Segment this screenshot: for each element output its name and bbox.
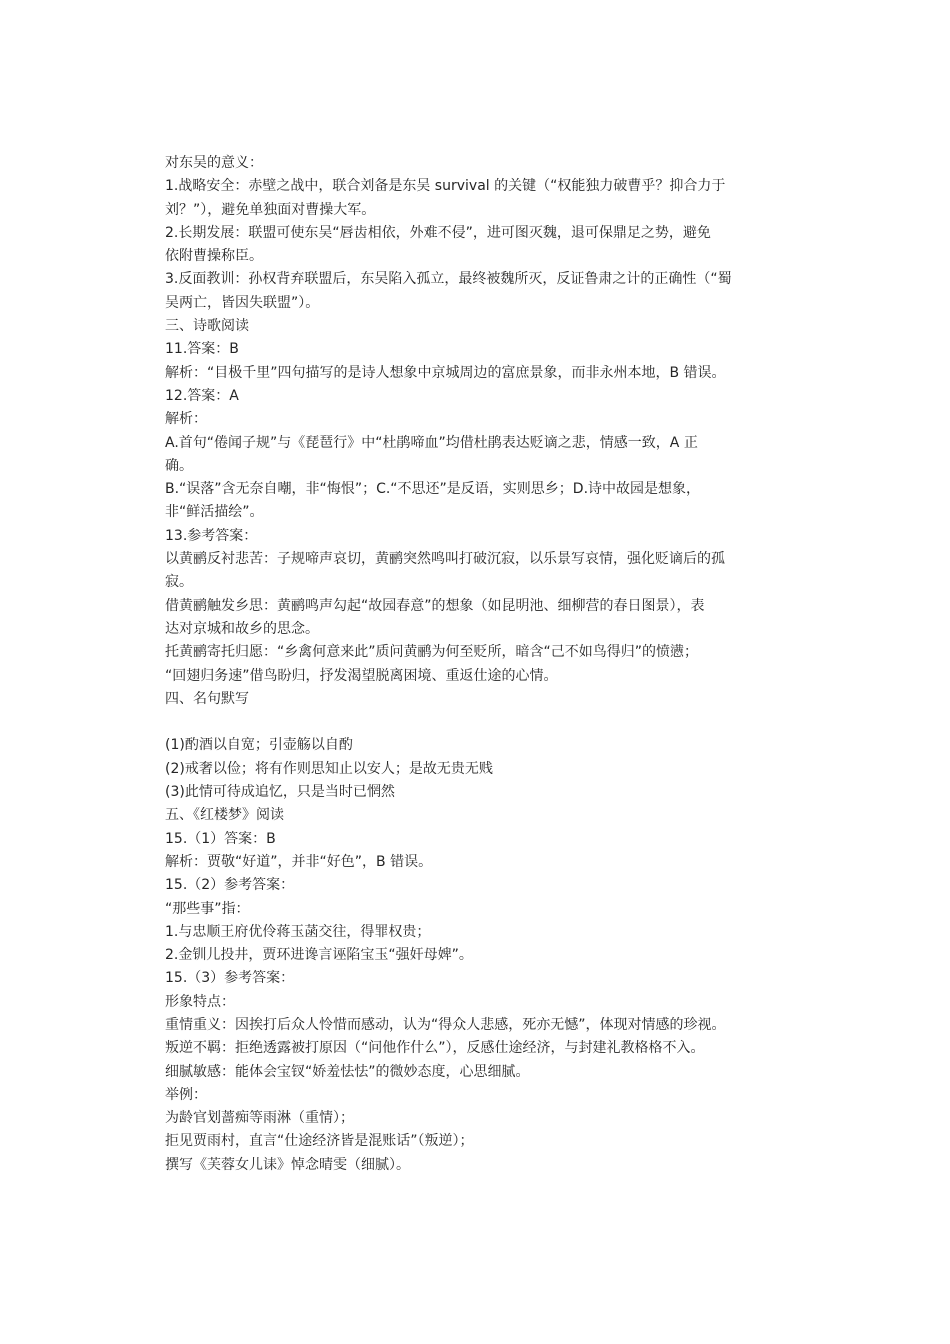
text-line: 以黄鹂反衬悲苦：子规啼声哀切，黄鹂突然鸣叫打破沉寂，以乐景写哀情，强化贬谪后的孤 [165, 551, 725, 568]
text-line: 撰写《芙蓉女儿诔》悼念晴雯（细腻）。 [165, 1156, 410, 1173]
text-line: 托黄鹂寄托归愿：“乡禽何意来此”质问黄鹂为何至贬所，暗含“己不如鸟得归”的愤懑； [165, 644, 699, 661]
section-heading: 五、《红楼梦》阅读 [165, 807, 284, 824]
text-line: 形象特点： [165, 993, 235, 1010]
text-line: “那些事”指： [165, 900, 250, 917]
answer-line: 15.（1）答案：B [165, 830, 276, 847]
answer-line: 15.（3）参考答案： [165, 970, 295, 987]
text-line: 借黄鹂触发乡思：黄鹂鸣声勾起“故园春意”的想象（如昆明池、细柳营的春日图景），表 [165, 597, 705, 614]
text-line: 拒见贾雨村，直言“仕途经济皆是混账话”（叛逆）； [165, 1133, 474, 1150]
text-line: 1.与忠顺王府优伶蒋玉菡交往，得罪权贵； [165, 923, 431, 940]
text-line: 吴两亡，皆因失联盟”）。 [165, 294, 320, 311]
blank-line [165, 711, 787, 734]
text-line: 对东吴的意义： [165, 155, 263, 171]
section-heading: 三、诗歌阅读 [165, 318, 249, 335]
answer-line: 12.答案：A [165, 387, 239, 404]
section-heading: 四、名句默写 [165, 690, 249, 707]
text-line: 细腻敏感：能体会宝钗“娇羞怯怯”的微妙态度，心思细腻。 [165, 1063, 530, 1080]
text-line: 2.金钏儿投井，贾环进谗言诬陷宝玉“强奸母婢”。 [165, 947, 473, 964]
text-line: 为龄官划蔷痴等雨淋（重情）； [165, 1110, 354, 1127]
text-line: 刘？”），避免单独面对曹操大军。 [165, 201, 376, 218]
text-line: 1.战略安全：赤壁之战中，联合刘备是东吴 survival 的关键（“权能独力破曹乎？抑合力于 [165, 178, 726, 195]
answer-line: 11.答案：B [165, 341, 239, 358]
text-line: 寂。 [165, 574, 193, 591]
text-line: 叛逆不羁：拒绝透露被打原因（“问他作什么”），反感仕途经济，与封建礼教格格不入。 [165, 1040, 705, 1057]
text-line: 非“鲜活描绘”。 [165, 504, 264, 521]
text-line: 解析：贾敬“好道”，并非“好色”，B 错误。 [165, 853, 433, 870]
text-line: B.“误落”含无奈自嘲，非“悔恨”；C.“不思还”是反语，实则思乡；D.诗中故园是想象， [165, 481, 701, 498]
text-line: (3)此情可待成追忆，只是当时已惘然 [165, 784, 395, 801]
answer-line: 13.参考答案： [165, 527, 258, 544]
text-line: 举例： [165, 1086, 207, 1103]
text-line: 解析：“目极千里”四句描写的是诗人想象中京城周边的富庶景象，而非永州本地，B 错误。 [165, 364, 726, 381]
text-line: A.首句“倦闻子规”与《琵琶行》中“杜鹃啼血”均借杜鹃表达贬谪之悲，情感一致，A 正 [165, 434, 698, 451]
text-line: (1)酌酒以自宽；引壶觞以自酌 [165, 737, 353, 754]
text-line: 依附曹操称臣。 [165, 248, 263, 265]
document-page [165, 152, 787, 1177]
text-line: 3.反面教训：孙权背弃联盟后，东吴陷入孤立，最终被魏所灭，反证鲁肃之计的正确性（“蜀 [165, 271, 732, 288]
text-line: 2.长期发展：联盟可使东吴“唇齿相依，外难不侵”，进可图灭魏，退可保鼎足之势，避免 [165, 224, 711, 241]
text-line: 解析： [165, 411, 207, 428]
text-line: (2)戒奢以俭；将有作则思知止以安人；是故无贵无贱 [165, 760, 493, 777]
answer-line: 15.（2）参考答案： [165, 877, 295, 894]
text-line: 重情重义：因挨打后众人怜惜而感动，认为“得众人悲感，死亦无憾”，体现对情感的珍视。 [165, 1016, 726, 1033]
text-line: 达对京城和故乡的思念。 [165, 620, 319, 637]
text-line: “回翅归务速”借鸟盼归，抒发渴望脱离困境、重返仕途的心情。 [165, 667, 558, 684]
text-line: 确。 [165, 457, 193, 474]
